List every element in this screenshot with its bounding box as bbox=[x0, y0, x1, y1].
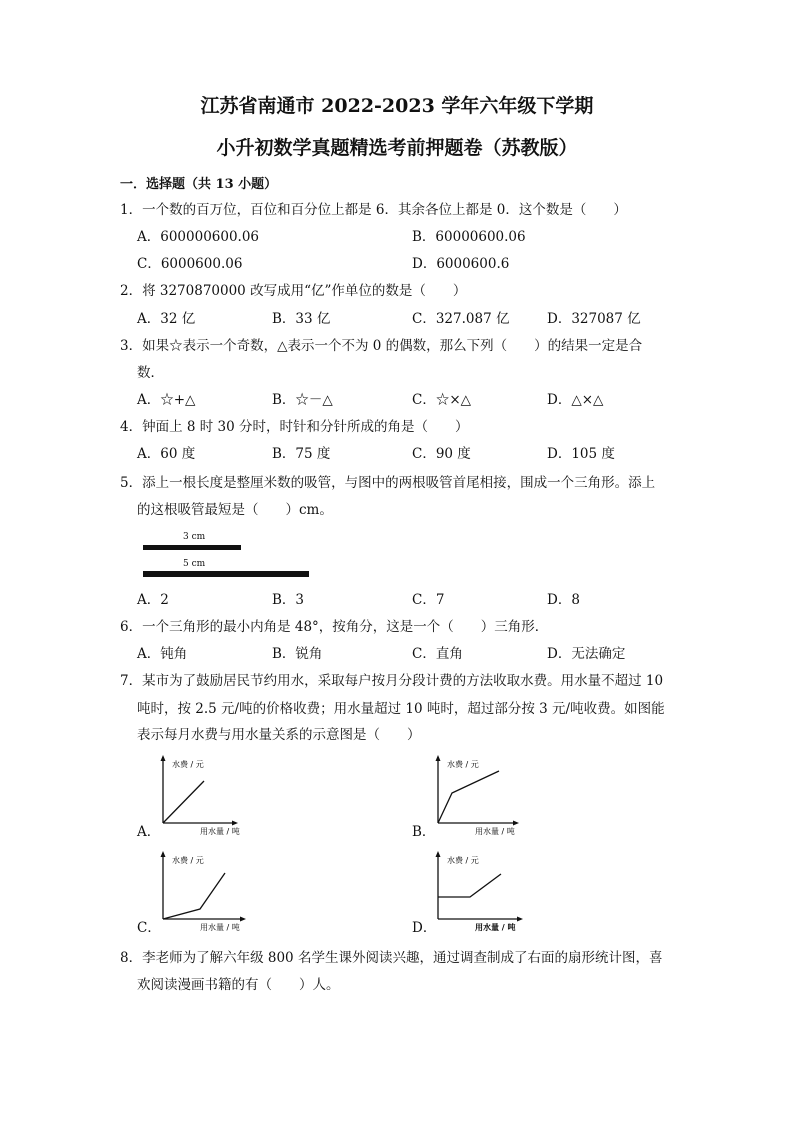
straw-2-label: 5 cm bbox=[183, 559, 206, 569]
q2-option-d: D．327087 亿 bbox=[547, 311, 641, 327]
q7-stem-line1: 7．某市为了鼓励居民节约用水，采取每户按月分段计费的方法收取水费。用水量不超过 10 bbox=[120, 673, 664, 689]
graph-c-ylabel: 水费 / 元 bbox=[172, 856, 204, 865]
q3-option-d: D．△×△ bbox=[547, 392, 604, 408]
q6-option-b: B．锐角 bbox=[272, 646, 323, 662]
q6-option-c: C．直角 bbox=[412, 646, 463, 662]
graph-d-xlabel: 用水量 / 吨 bbox=[475, 923, 516, 932]
graph-a bbox=[150, 755, 260, 837]
q7-option-b: B． bbox=[412, 824, 436, 840]
graph-b bbox=[425, 755, 535, 837]
document-title-line2: 小升初数学真题精选考前押题卷（苏教版） bbox=[216, 137, 578, 159]
straw-1 bbox=[143, 545, 241, 550]
q1-option-c: C．6000600.06 bbox=[137, 256, 243, 272]
q8-stem-line1: 8．李老师为了解六年级 800 名学生课外阅读兴趣，通过调查制成了右面的扇形统计图，喜 bbox=[120, 950, 663, 966]
q1-stem: 1．一个数的百万位，百位和百分位上都是 6．其余各位上都是 0．这个数是（ ） bbox=[120, 202, 627, 218]
graph-b-ylabel: 水费 / 元 bbox=[447, 760, 479, 769]
q7-stem-line2: 吨时，按 2.5 元/吨的价格收费；用水量超过 10 吨时，超过部分按 3 元/吨收费。如图能 bbox=[137, 701, 665, 717]
q7-option-c: C． bbox=[137, 920, 161, 936]
q5-option-a: A．2 bbox=[137, 592, 169, 608]
graph-d bbox=[425, 851, 535, 933]
q3-option-c: C．☆×△ bbox=[412, 392, 472, 408]
q5-option-c: C．7 bbox=[412, 592, 445, 608]
q3-stem-line1: 3．如果☆表示一个奇数，△表示一个不为 0 的偶数，那么下列（ ）的结果一定是合 bbox=[120, 338, 643, 354]
q6-stem: 6．一个三角形的最小内角是 48°，按角分，这是一个（ ）三角形． bbox=[120, 619, 549, 635]
q4-stem: 4．钟面上 8 时 30 分时，时针和分针所成的角是（ ） bbox=[120, 419, 469, 435]
q2-option-c: C．327.087 亿 bbox=[412, 311, 510, 327]
q4-option-b: B．75 度 bbox=[272, 446, 331, 462]
straw-1-label: 3 cm bbox=[183, 532, 206, 542]
q2-option-b: B．33 亿 bbox=[272, 311, 331, 327]
q7-stem-line3: 表示每月水费与用水量关系的示意图是（ ） bbox=[137, 727, 421, 743]
q7-option-d: D． bbox=[412, 920, 437, 936]
q4-option-c: C．90 度 bbox=[412, 446, 471, 462]
q1-option-b: B．60000600.06 bbox=[412, 229, 526, 245]
graph-b-xlabel: 用水量 / 吨 bbox=[475, 827, 515, 836]
q3-stem-line2: 数． bbox=[137, 365, 164, 381]
q5-stem-line2: 的这根吸管最短是（ ）cm。 bbox=[137, 502, 333, 518]
q6-option-a: A．钝角 bbox=[137, 646, 188, 662]
q3-option-a: A．☆+△ bbox=[137, 392, 196, 408]
q3-option-b: B．☆－△ bbox=[272, 392, 333, 408]
q1-option-d: D．6000600.6 bbox=[412, 256, 510, 272]
q8-stem-line2: 欢阅读漫画书籍的有（ ）人。 bbox=[137, 977, 340, 993]
q4-option-a: A．60 度 bbox=[137, 446, 196, 462]
q2-stem: 2．将 3270870000 改写成用“亿”作单位的数是（ ） bbox=[120, 283, 467, 299]
document-title-line1: 江苏省南通市 2022-2023 学年六年级下学期 bbox=[200, 95, 594, 117]
section-heading: 一．选择题（共 13 小题） bbox=[120, 177, 278, 192]
graph-d-ylabel: 水费 / 元 bbox=[447, 856, 479, 865]
q7-option-a: A． bbox=[137, 824, 161, 840]
q5-stem-line1: 5．添上一根长度是整厘米数的吸管，与图中的两根吸管首尾相接，围成一个三角形。添上 bbox=[120, 475, 656, 491]
q5-option-b: B．3 bbox=[272, 592, 305, 608]
straw-2 bbox=[143, 571, 309, 577]
q1-option-a: A．600000600.06 bbox=[137, 229, 260, 245]
q6-option-d: D．无法确定 bbox=[547, 646, 626, 662]
graph-a-ylabel: 水费 / 元 bbox=[172, 760, 204, 769]
graph-c-xlabel: 用水量 / 吨 bbox=[200, 923, 240, 932]
graph-c bbox=[150, 851, 260, 933]
q5-option-d: D．8 bbox=[547, 592, 580, 608]
q2-option-a: A．32 亿 bbox=[137, 311, 196, 327]
q4-option-d: D．105 度 bbox=[547, 446, 615, 462]
graph-a-xlabel: 用水量 / 吨 bbox=[200, 827, 240, 836]
